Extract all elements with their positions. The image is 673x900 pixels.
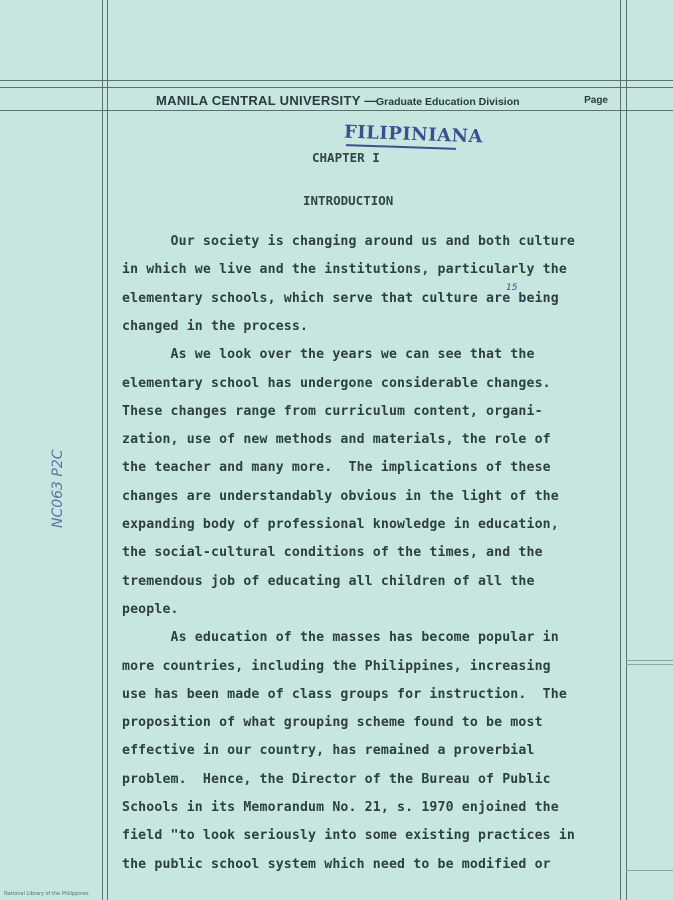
body-line: problem. Hence, the Director of the Bureau of Public xyxy=(122,771,551,787)
body-line: the social-cultural conditions of the times, and the xyxy=(122,545,543,561)
left-margin-line-inner xyxy=(107,0,108,900)
handwritten-annotation: 15 xyxy=(506,283,518,293)
body-line: effective in our country, has remained a proverbial xyxy=(122,743,535,759)
body-line: the public school system which need to be modified or xyxy=(122,856,551,872)
footer-credit: National Library of the Philippines xyxy=(4,891,89,897)
right-margin-line-inner xyxy=(620,0,621,900)
filipiniana-stamp: FILIPINIANA xyxy=(343,121,484,148)
body-line: elementary schools, which serve that culture are being xyxy=(122,290,559,306)
right-rule-1 xyxy=(626,660,673,661)
left-margin-line-outer xyxy=(102,0,103,900)
body-line: zation, use of new methods and materials, the role of xyxy=(122,432,551,448)
body-line: field "to look seriously into some existing practices in xyxy=(122,828,576,844)
body-line: the teacher and many more. The implications of these xyxy=(122,460,551,476)
header-mid-line xyxy=(0,87,673,88)
body-line: As we look over the years we can see that the xyxy=(122,347,535,363)
body-line: use has been made of class groups for instruction. The xyxy=(122,686,567,702)
body-line: proposition of what grouping scheme found to be most xyxy=(122,715,543,731)
page-label: Page xyxy=(584,95,608,106)
body-line: changed in the process. xyxy=(122,318,309,334)
body-line: Our society is changing around us and both culture xyxy=(122,234,576,249)
body-line: more countries, including the Philippines, increasing xyxy=(122,658,551,674)
body-line: As education of the masses has become popular in xyxy=(122,630,559,646)
body-line: changes are understandably obvious in the light of the xyxy=(122,488,559,504)
body-line: in which we live and the institutions, particularly the xyxy=(122,262,567,278)
right-rule-2 xyxy=(626,664,673,665)
right-rule-3 xyxy=(626,870,673,871)
division-name: Graduate Education Division xyxy=(376,96,520,108)
section-title: INTRODUCTION xyxy=(303,193,394,208)
body-line: Schools in its Memorandum No. 21, s. 1970 enjoined the xyxy=(122,800,559,815)
handwritten-margin-note: NC063 P2C xyxy=(50,449,66,528)
university-name: MANILA CENTRAL UNIVERSITY — xyxy=(156,93,378,108)
body-line: elementary school has undergone considerable changes. xyxy=(122,375,551,391)
header-bottom-line xyxy=(0,110,673,111)
right-margin-line-outer xyxy=(626,0,627,900)
chapter-heading: CHAPTER I xyxy=(312,150,380,165)
body-line: These changes range from curriculum content, organi- xyxy=(122,403,543,419)
header-top-line xyxy=(0,80,673,81)
body-line: people. xyxy=(122,601,179,617)
body-line: tremendous job of educating all children of all the xyxy=(122,573,535,589)
body-line: expanding body of professional knowledge in education, xyxy=(122,517,559,532)
